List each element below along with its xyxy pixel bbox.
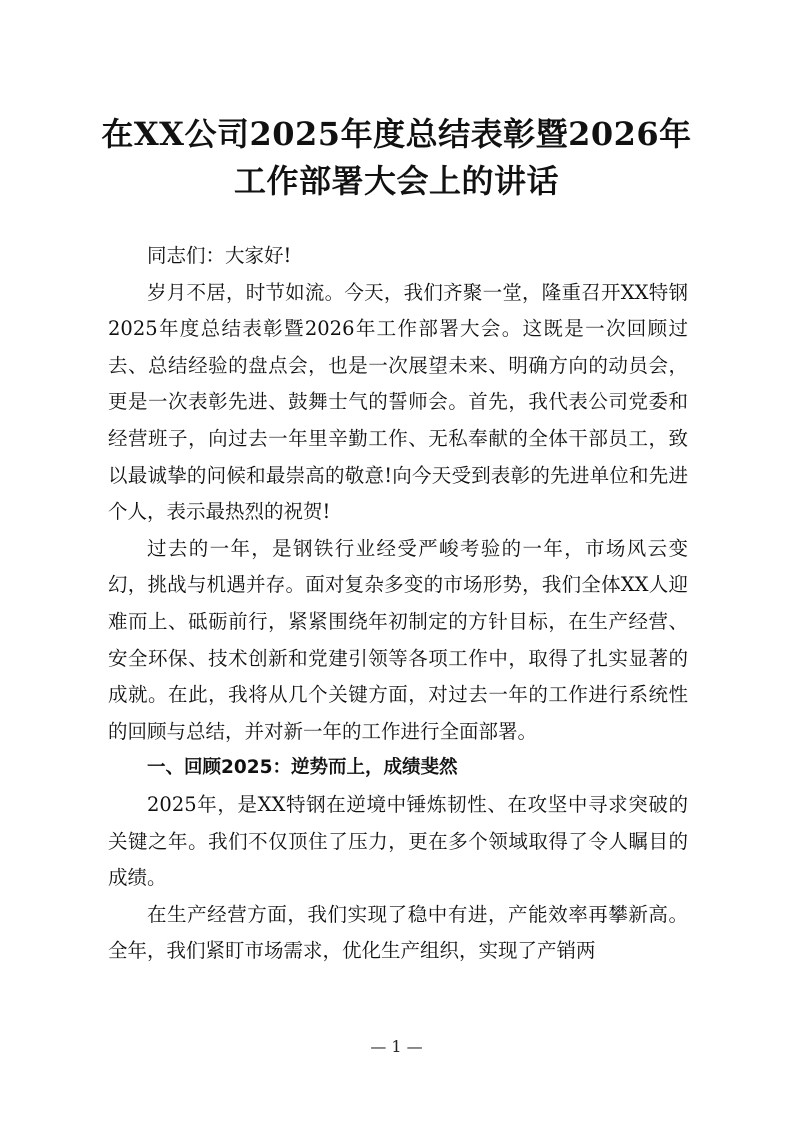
page-title — [80, 111, 713, 205]
page-number: — 1 — — [370, 1037, 423, 1056]
paragraph: 2025年，是XX特钢在逆境中锤炼韧性、在攻坚中寻求突破的关键之年。我们不仅顶住了压力，更在多个领域取得了令人瞩目的成绩。 — [108, 792, 688, 890]
title-line-1: 在XX公司2025年度总结表彰暨2026年 — [101, 115, 692, 153]
section-heading: 一、回顾2025：逆势而上，成绩斐然 — [147, 757, 458, 779]
salutation: 同志们：大家好! — [147, 244, 292, 267]
paragraph: 过去的一年，是钢铁行业经受严峻考验的一年，市场风云变幻，挑战与机遇并存。面对复杂多变的市场形势，我们全体XX人迎难而上、砥砺前行，紧紧围绕年初制定的方针目标，在生产经营、安全环保、技术创新和党建引领等各项工作中，取得了扎实显著的成就。在此，我将从几个关键方面，对过去一年的工作进行系统性的回顾与总结，并对新一年的工作进行全面部署。 — [108, 536, 688, 743]
paragraph: 在生产经营方面，我们实现了稳中有进，产能效率再攀新高。全年，我们紧盯市场需求，优化生产组织，实现了产销两 — [108, 902, 688, 963]
paragraph: 岁月不居，时节如流。今天，我们齐聚一堂，隆重召开XX特钢2025年度总结表彰暨2026年工作部署大会。这既是一次回顾过去、总结经验的盘点会，也是一次展望未来、明确方向的动员会，更是一次表彰先进、鼓舞士气的誓师会。首先，我代表公司党委和经营班子，向过去一年里辛勤工作、无私奉献的全体干部员工，致以最诚挚的问候和最崇高的敬意!向今天受到表彰的先进单位和先进个人，表示最热烈的祝贺! — [108, 280, 688, 524]
title-line-2: 工作部署大会上的讲话 — [233, 162, 559, 200]
document-body — [108, 238, 688, 970]
